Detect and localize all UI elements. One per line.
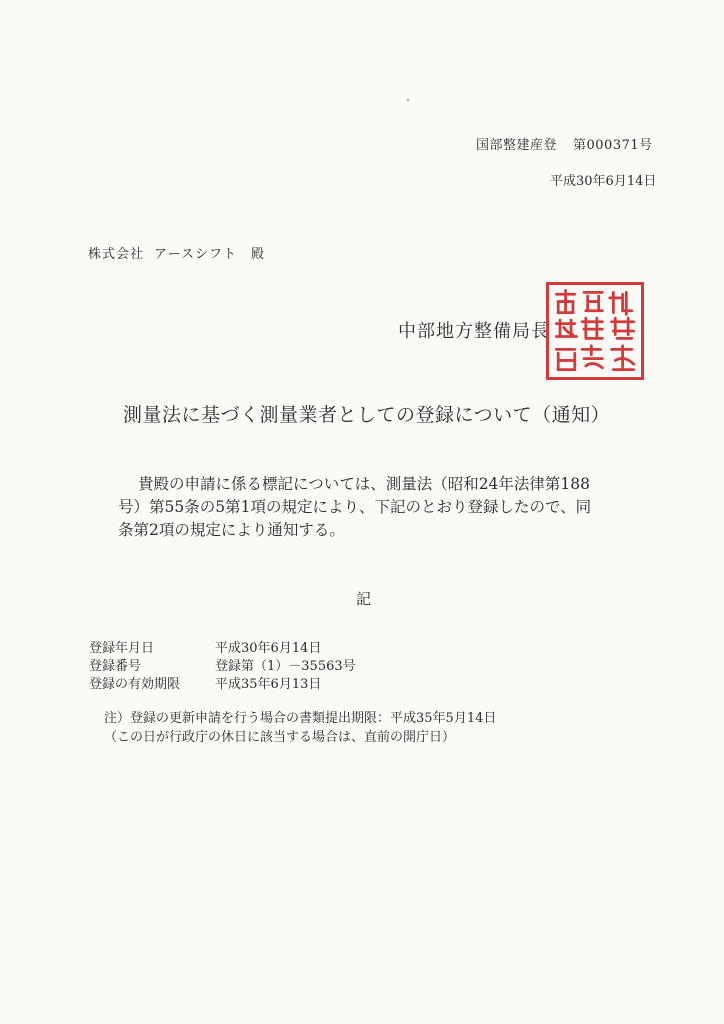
recipient-company-type: 株式会社 <box>88 247 145 262</box>
recipient-name: アースシフト 殿 <box>154 247 265 262</box>
detail-value: 登録第（1）－35563号 <box>215 659 356 674</box>
registration-details <box>89 640 356 694</box>
document-number-value: 第000371号 <box>573 138 653 153</box>
body-paragraph-text: 貴殿の申請に係る標記については、測量法（昭和24年法律第188号）第55条の5第1項の規定により、下記のとおり登録したので、同条第2項の規定により通知する。 <box>118 475 592 539</box>
document-date: 平成30年6月14日 <box>550 174 657 189</box>
detail-label: 登録年月日 <box>89 641 155 656</box>
detail-row-registration-number <box>89 658 356 676</box>
scan-speck <box>407 99 409 101</box>
body-paragraph <box>118 473 598 542</box>
seal-glyphs-image <box>549 285 641 377</box>
notes <box>104 709 496 747</box>
note-line-deadline: 注）登録の更新申請を行う場合の書類提出期限：平成35年5月14日 <box>104 711 497 726</box>
detail-label: 登録の有効期限 <box>89 677 181 692</box>
detail-row-registration-date <box>89 640 356 658</box>
detail-label: 登録番号 <box>89 659 142 674</box>
note-line-holiday: （この日が行政庁の休日に該当する場合は、直前の開庁日） <box>104 730 456 745</box>
ki-heading: 記 <box>356 590 372 608</box>
detail-row-expiry <box>89 676 356 694</box>
detail-value: 平成35年6月13日 <box>215 677 322 692</box>
document-title: 測量法に基づく測量業者としての登録について（通知） <box>123 404 611 426</box>
sender-title: 中部地方整備局長 <box>398 321 550 342</box>
recipient <box>88 243 265 262</box>
official-seal-stamp <box>546 282 644 380</box>
document-number <box>476 134 653 153</box>
document-number-prefix: 国部整建産登 <box>476 138 558 153</box>
detail-value: 平成30年6月14日 <box>215 641 322 656</box>
